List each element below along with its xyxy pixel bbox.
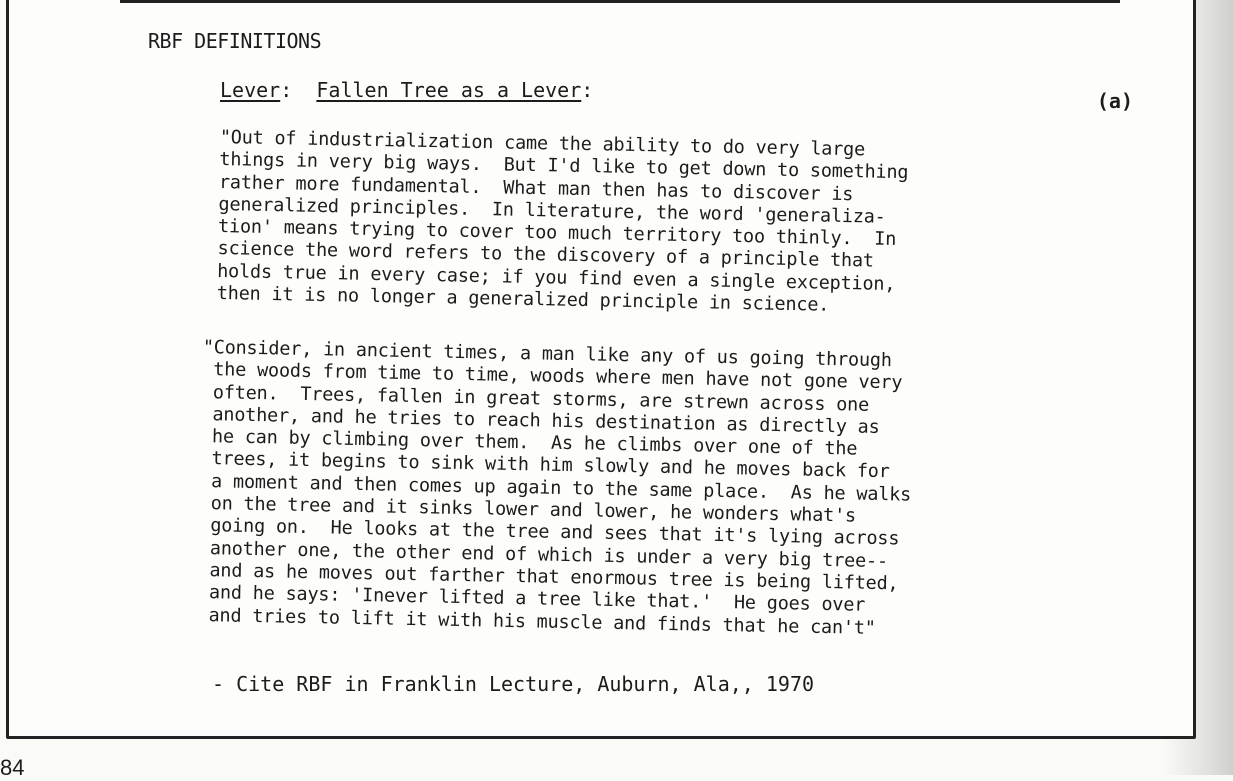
entry-subtitle: Fallen Tree as a Lever: [316, 78, 582, 102]
entry-title: [220, 78, 593, 102]
entry-subtitle-suffix: :: [581, 78, 594, 102]
page-heading: RBF DEFINITIONS: [148, 29, 322, 53]
entry-term-separator: :: [280, 78, 293, 102]
citation: - Cite RBF in Franklin Lecture, Auburn, Ala,, 1970: [212, 672, 815, 696]
entry-tag: (a): [1096, 89, 1133, 113]
page-number: 84: [0, 755, 25, 780]
quote-paragraph-2: "Consider, in ancient times, a man like any of us going through the woods from time to time, woods where men have not gone very often. Trees, fallen in great storms, are strewn across one another, and he tries to reach his destination as directly as he can by climbing over them. As he climbs over one of the trees, it begins to sink with him slowly and he moves back for a moment and then comes up again to the same place. As he walks on the tree and it sinks lower and lower, he wonders what's going on. He looks at the tree and sees that it's lying across another one, the other end of which is under a very big tree-- and as he moves out farther that enormous tree is being lifted, and he says: 'Inever lifted a tree like that.' He goes over and tries to lift it with his muscle and finds that he can't": [197, 337, 912, 639]
quote-paragraph-1: "Out of industrialization came the ability to do very large things in very big ways. But I'd like to get down to something rather more fundamental. What man then has to discover is generalized principles. In literature, the word 'generaliza- tion' means trying to cover too much territory too thinly. In science the word refers to the discovery of a principle that holds true in every case; if you find even a single exception, then it is no longer a generalized principle in science.: [216, 127, 909, 316]
top-rule: [120, 0, 1120, 3]
entry-term: Lever: [220, 78, 281, 102]
